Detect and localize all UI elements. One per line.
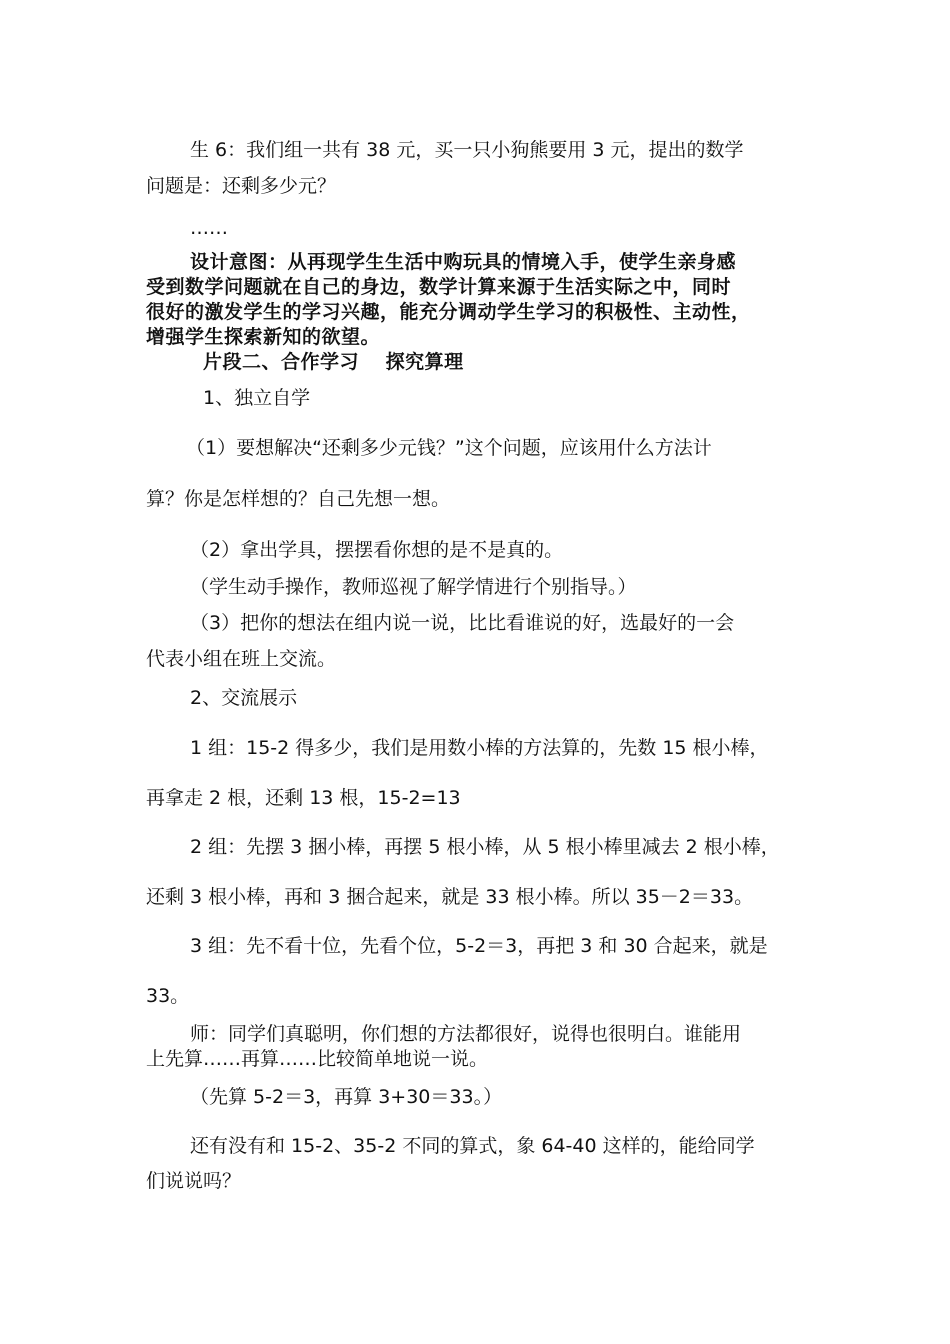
paragraph-line: 生 6：我们组一共有 38 元，买一只小狗熊要用 3 元，提出的数学 (190, 139, 744, 161)
paragraph-line: 问题是：还剩多少元？ (146, 175, 337, 197)
paragraph-line: 们说说吗？ (146, 1170, 242, 1192)
design-intent-line: 设计意图：从再现学生生活中购玩具的情境入手，使学生亲身感 (190, 251, 737, 273)
paragraph-line: 33。 (146, 985, 190, 1007)
design-intent-line: 受到数学问题就在自己的身边，数学计算来源于生活实际之中，同时 (146, 276, 732, 298)
paragraph-line: 代表小组在班上交流。 (146, 648, 337, 670)
paragraph-line: 算？你是怎样想的？自己先想一想。 (146, 488, 451, 510)
section-heading: 片段二、合作学习 探究算理 (203, 351, 464, 373)
paragraph-line: 3 组：先不看十位，先看个位，5-2＝3，再把 3 和 30 合起来，就是 (190, 935, 768, 957)
paragraph-line: （2）拿出学具，摆摆看你想的是不是真的。 (190, 539, 564, 561)
paragraph-line: 师：同学们真聪明，你们想的方法都很好，说得也很明白。谁能用 (190, 1023, 742, 1045)
ellipsis-line: …… (190, 217, 228, 239)
subheading: 1、独立自学 (203, 387, 311, 409)
paragraph-line: （先算 5-2＝3，再算 3+30＝33。） (190, 1086, 503, 1108)
paragraph-line: 还有没有和 15-2、35-2 不同的算式，象 64-40 这样的，能给同学 (190, 1135, 755, 1157)
paragraph-line: （学生动手操作，教师巡视了解学情进行个别指导。） (190, 576, 637, 598)
paragraph-line: 上先算……再算……比较简单地说一说。 (146, 1048, 489, 1070)
design-intent-line: 很好的激发学生的学习兴趣，能充分调动学生学习的积极性、主动性， (146, 301, 751, 323)
paragraph-line: 还剩 3 根小棒，再和 3 捆合起来，就是 33 根小棒。所以 35－2＝33。 (146, 886, 754, 908)
paragraph-line: （3）把你的想法在组内说一说，比比看谁说的好，选最好的一会 (190, 612, 735, 634)
paragraph-line: 2 组：先摆 3 捆小棒，再摆 5 根小棒，从 5 根小棒里减去 2 根小棒， (190, 836, 780, 858)
paragraph-line: 1 组：15-2 得多少，我们是用数小棒的方法算的，先数 15 根小棒， (190, 737, 769, 759)
paragraph-line: 再拿走 2 根，还剩 13 根，15-2=13 (146, 787, 461, 809)
design-intent-line: 增强学生探索新知的欲望。 (146, 326, 381, 348)
subheading: 2、交流展示 (190, 687, 298, 709)
paragraph-line: （1）要想解决“还剩多少元钱？”这个问题，应该用什么方法计 (186, 437, 712, 459)
